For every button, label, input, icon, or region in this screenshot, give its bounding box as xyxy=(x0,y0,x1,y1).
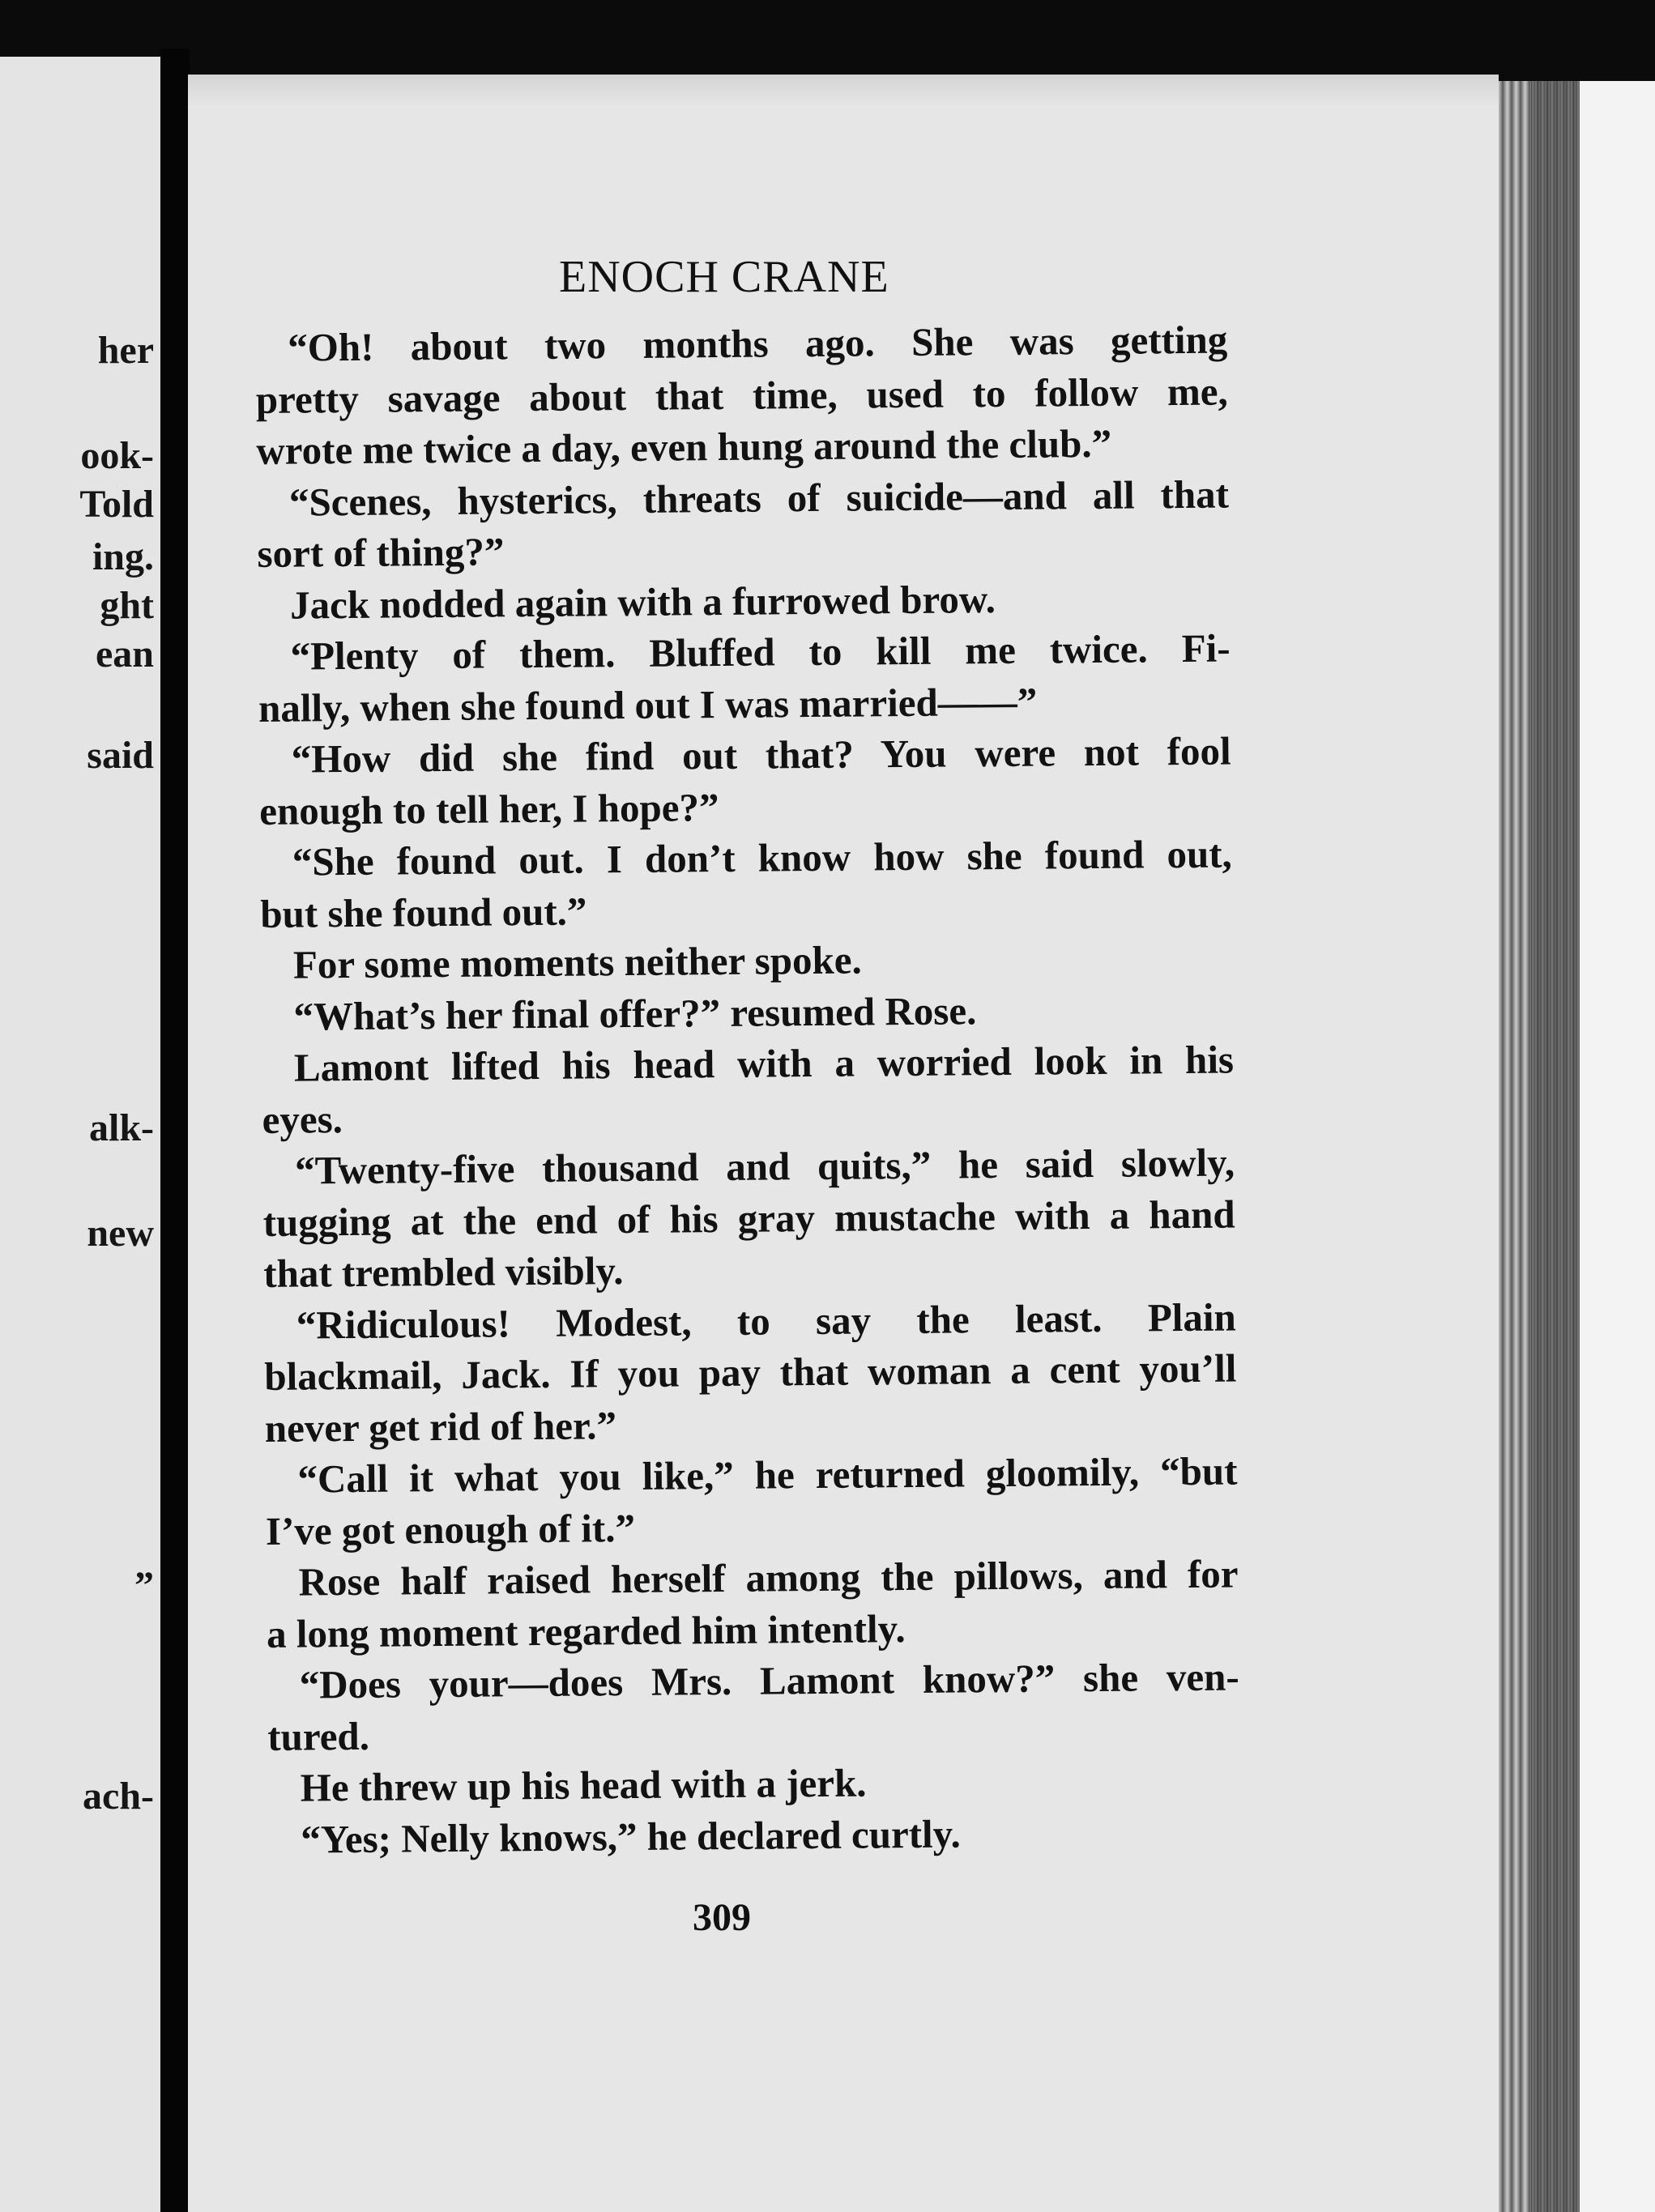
text-line: Lamont lifted his head with a worried look in his xyxy=(293,1037,1235,1090)
text-line: He threw up his head with a jerk. xyxy=(300,1760,867,1810)
text-line: blackmail, Jack. If you pay that woman a cent you’ll xyxy=(264,1345,1237,1399)
page-edges-shadow xyxy=(1531,81,1580,2212)
text-line: “Twenty-five thousand and quits,” he said slowly, xyxy=(294,1140,1235,1193)
left-page-fragment: ing. xyxy=(92,535,154,578)
text-line: a long moment regarded him intently. xyxy=(266,1605,906,1656)
left-page-fragment: said xyxy=(87,734,154,777)
text-line: I’ve got enough of it.” xyxy=(265,1505,636,1554)
left-page-fragment: ean xyxy=(96,633,154,676)
body-text xyxy=(255,314,1241,1865)
left-page-fragment: alk- xyxy=(88,1106,154,1149)
text-line: nally, when she found out I was married——” xyxy=(258,679,1038,731)
right-margin xyxy=(1580,81,1655,2212)
text-line: pretty savage about that time, used to follow me, xyxy=(255,369,1229,422)
text-line: “Yes; Nelly knows,” he declared curtly. xyxy=(301,1810,961,1862)
text-line: Jack nodded again with a furrowed brow. xyxy=(289,576,996,628)
left-page-fragment: ” xyxy=(134,1564,154,1607)
text-line: “Oh! about two months ago. She was getting xyxy=(288,317,1228,370)
left-page-fragment: ach- xyxy=(83,1775,154,1818)
text-line: “How did she find out that? You were not fool xyxy=(291,728,1231,782)
text-line: For some moments neither spoke. xyxy=(292,937,862,987)
text-line: tugging at the end of his gray mustache with a hand xyxy=(262,1191,1235,1245)
text-line: never get rid of her.” xyxy=(264,1402,617,1451)
text-line: “Call it what you like,” he returned gloomily, “but xyxy=(297,1448,1238,1502)
text-line: “She found out. I don’t know how she found out, xyxy=(292,831,1233,884)
text-line: sort of thing?” xyxy=(257,529,505,576)
text-line: “Plenty of them. Bluffed to kill me twice. Fi- xyxy=(290,625,1231,679)
left-page-fragment: new xyxy=(87,1212,154,1255)
left-page-fragment: ook- xyxy=(80,434,154,477)
left-page-fragment: her xyxy=(97,329,154,372)
text-line: tured. xyxy=(267,1713,370,1759)
text-line: Rose half raised herself among the pillows, and for xyxy=(298,1551,1239,1605)
page-number: 309 xyxy=(693,1896,751,1939)
running-head: ENOCH CRANE xyxy=(559,252,889,302)
text-line: “Ridiculous! Modest, to say the least. Plain xyxy=(296,1294,1236,1348)
text-line: but she found out.” xyxy=(260,888,587,936)
text-line: “Scenes, hysterics, threats of suicide—and all that xyxy=(288,471,1230,525)
text-line: wrote me twice a day, even hung around the club.” xyxy=(256,420,1112,473)
text-line: “What’s her final offer?” resumed Rose. xyxy=(293,987,977,1039)
text-line: “Does your—does Mrs. Lamont know?” she ven- xyxy=(299,1654,1239,1707)
left-page-fragment: Told xyxy=(79,483,154,526)
text-line: eyes. xyxy=(262,1096,343,1142)
left-facing-page xyxy=(0,57,162,2212)
text-line: enough to tell her, I hope?” xyxy=(259,784,719,833)
text-line: that trembled visibly. xyxy=(263,1248,624,1296)
left-page-fragment: ght xyxy=(100,584,154,627)
book-gutter xyxy=(160,49,190,2212)
